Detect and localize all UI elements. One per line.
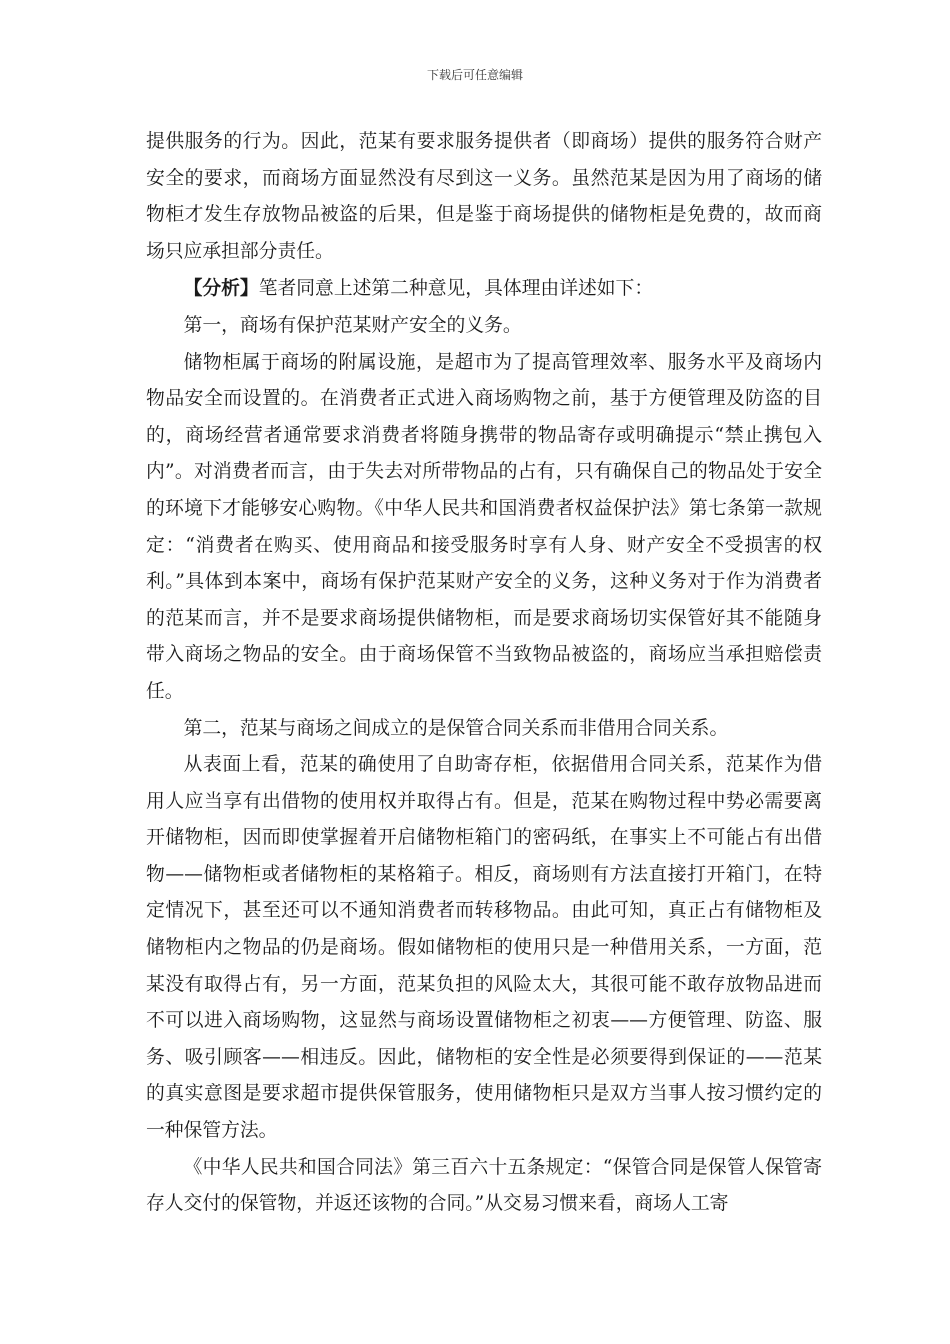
- paragraph-point-two-heading: 第二，范某与商场之间成立的是保管合同关系而非借用合同关系。: [183, 717, 729, 739]
- paragraph-analysis: [146, 270, 822, 308]
- page-header-note: 下载后可任意编辑: [426, 68, 523, 82]
- analysis-label: 【分析】: [183, 277, 259, 300]
- paragraph-point-one-heading: 第一，商场有保护范某财产安全的义务。: [183, 314, 522, 336]
- document-body: [146, 124, 822, 1223]
- analysis-text: 笔者同意上述第二种意见，具体理由详述如下：: [258, 278, 654, 300]
- paragraph-service-liability: 提供服务的行为。因此，范某有要求服务提供者（即商场）提供的服务符合财产安全的要求，而商场方面显然没有尽到这一义务。虽然范某是因为用了商场的储物柜才发生存放物品被盗的后果，但是鉴于商场提供的储物柜是免费的，故而商场只应承担部分责任。: [146, 131, 822, 262]
- paragraph-locker-facility: 储物柜属于商场的附属设施，是超市为了提高管理效率、服务水平及商场内物品安全而设置的。在消费者正式进入商场购物之前，基于方便管理及防盗的目的，商场经营者通常要求消费者将随身携带的物品寄存或明确提示“禁止携包入内”。对消费者而言，由于失去对所带物品的占有，只有确保自己的物品处于安全的环境下才能够安心购物。《中华人民共和国消费者权益保护法》第七条第一款规定：“消费者在购买、使用商品和接受服务时享有人身、财产安全不受损害的权利。”具体到本案中，商场有保护范某财产安全的义务，这种义务对于作为消费者的范某而言，并不是要求商场提供储物柜，而是要求商场切实保管好其不能随身带入商场之物品的安全。由于商场保管不当致物品被盗的，商场应当承担赔偿责任。: [146, 351, 822, 702]
- paragraph-loan-vs-custody: 从表面上看，范某的确使用了自助寄存柜，依据借用合同关系，范某作为借用人应当享有出借物的使用权并取得占有。但是，范某在购物过程中势必需要离开储物柜，因而即使掌握着开启储物柜箱门的密码纸，在事实上不可能占有出借物——储物柜或者储物柜的某格箱子。相反，商场则有方法直接打开箱门，在特定情况下，甚至还可以不通知消费者而转移物品。由此可知，真正占有储物柜及储物柜内之物品的仍是商场。假如储物柜的使用只是一种借用关系，一方面，范某没有取得占有，另一方面，范某负担的风险太大，其很可能不敢存放物品进而不可以进入商场购物，这显然与商场设置储物柜之初衷——方便管理、防盗、服务、吸引顾客——相违反。因此，储物柜的安全性是必须要得到保证的——范某的真实意图是要求超市提供保管服务，使用储物柜只是双方当事人按习惯约定的一种保管方法。: [146, 754, 822, 1142]
- paragraph-contract-law: 《中华人民共和国合同法》第三百六十五条规定：“保管合同是保管人保管寄存人交付的保管物，并返还该物的合同。”从交易习惯来看，商场人工寄: [146, 1156, 822, 1215]
